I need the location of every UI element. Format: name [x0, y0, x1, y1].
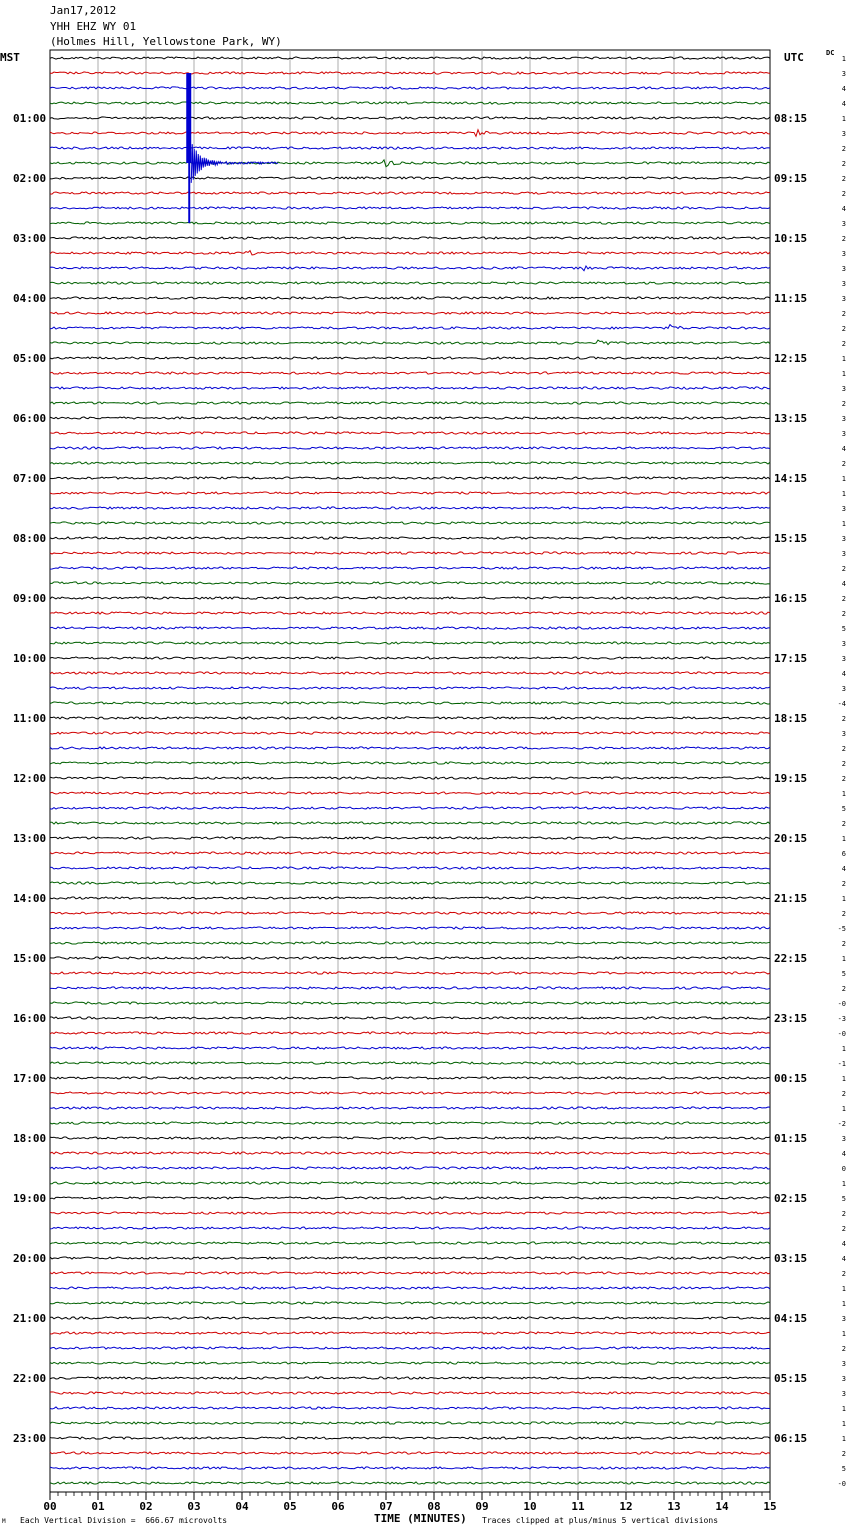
utc-hour-label: 08:15 — [774, 112, 808, 125]
x-tick-label: 06 — [331, 1500, 345, 1513]
x-tick-label: 12 — [619, 1500, 633, 1513]
dc-offset-label: 1 — [841, 370, 846, 378]
scale-note: Each Vertical Division = 666.67 microvolts — [20, 1516, 228, 1525]
seismic-trace — [50, 1452, 770, 1454]
dc-offset-label: 1 — [841, 895, 846, 903]
seismic-trace — [50, 402, 770, 404]
plot-frame — [50, 50, 770, 1492]
dc-offset-label: 0 — [841, 1165, 846, 1173]
dc-offset-label: 3 — [841, 430, 846, 438]
seismic-trace — [50, 822, 770, 824]
mst-hour-label: 09:00 — [13, 592, 47, 605]
seismic-trace — [50, 1242, 770, 1244]
seismic-trace — [50, 792, 770, 794]
seismic-trace — [50, 1137, 770, 1139]
seismic-trace — [50, 987, 770, 989]
dc-offset-label: 4 — [841, 85, 846, 93]
seismic-trace — [50, 567, 770, 569]
dc-offset-label: 1 — [841, 790, 846, 798]
dc-offset-label: 2 — [841, 610, 846, 618]
seismic-trace — [50, 732, 770, 734]
seismic-trace — [50, 687, 770, 689]
seismic-trace — [50, 297, 770, 299]
mst-hour-label: 02:00 — [13, 172, 47, 185]
dc-offset-label: 3 — [841, 550, 846, 558]
dc-offset-label: 1 — [841, 1435, 846, 1443]
seismic-trace — [50, 325, 770, 329]
seismic-trace — [50, 492, 770, 494]
dc-offset-label: 1 — [841, 1420, 846, 1428]
seismic-trace — [50, 417, 770, 419]
seismic-trace — [50, 177, 770, 179]
seismic-trace — [50, 1257, 770, 1259]
seismic-trace — [50, 627, 770, 629]
x-tick-label: 08 — [427, 1500, 441, 1513]
mst-hour-label: 20:00 — [13, 1252, 47, 1265]
dc-offset-label: 2 — [841, 1270, 846, 1278]
dc-offset-label: 5 — [841, 625, 846, 633]
mst-hour-label: 21:00 — [13, 1312, 47, 1325]
mst-hour-label: 14:00 — [13, 892, 47, 905]
dc-offset-label: 2 — [841, 175, 846, 183]
seismic-trace — [50, 717, 770, 719]
mst-hour-label: 10:00 — [13, 652, 47, 665]
seismic-trace — [50, 897, 770, 899]
dc-offset-label: 1 — [841, 1300, 846, 1308]
dc-offset-label: 2 — [841, 745, 846, 753]
seismic-trace — [50, 762, 770, 764]
header-location: (Holmes Hill, Yellowstone Park, WY) — [50, 35, 282, 48]
seismic-trace — [50, 942, 770, 944]
x-tick-label: 15 — [763, 1500, 777, 1513]
dc-offset-label: 2 — [841, 160, 846, 168]
dc-offset-label: 1 — [841, 115, 846, 123]
dc-label: DC — [826, 49, 835, 57]
seismic-trace — [50, 1062, 770, 1064]
dc-offset-label: -3 — [837, 1015, 846, 1023]
seismic-trace — [50, 1377, 770, 1379]
quake-clipped-block — [186, 73, 191, 163]
dc-offset-label: -4 — [837, 700, 846, 708]
seismic-trace — [50, 912, 770, 914]
dc-offset-label: 3 — [841, 265, 846, 273]
x-tick-label: 13 — [667, 1500, 681, 1513]
dc-offset-label: 3 — [841, 295, 846, 303]
dc-offset-label: -1 — [837, 1060, 846, 1068]
dc-offset-label: 4 — [841, 1240, 846, 1248]
dc-offset-label: 2 — [841, 1210, 846, 1218]
dc-offset-label: 1 — [841, 1075, 846, 1083]
dc-offset-label: 1 — [841, 475, 846, 483]
dc-offset-label: 4 — [841, 445, 846, 453]
seismic-trace — [50, 867, 770, 869]
seismic-trace — [50, 852, 770, 854]
x-tick-label: 04 — [235, 1500, 249, 1513]
seismic-trace — [50, 387, 770, 389]
dc-offset-label: -5 — [837, 925, 846, 933]
mst-hour-label: 12:00 — [13, 772, 47, 785]
utc-hour-label: 09:15 — [774, 172, 808, 185]
seismic-trace — [50, 251, 770, 255]
seismic-trace — [50, 1047, 770, 1049]
seismic-trace — [50, 1362, 770, 1364]
seismic-trace — [50, 1437, 770, 1439]
mst-hour-label: 15:00 — [13, 952, 47, 965]
dc-offset-label: 1 — [841, 1330, 846, 1338]
dc-offset-label: 2 — [841, 940, 846, 948]
seismic-trace — [50, 1482, 770, 1484]
utc-hour-label: 19:15 — [774, 772, 808, 785]
dc-offset-label: 2 — [841, 760, 846, 768]
dc-offset-label: 2 — [841, 880, 846, 888]
dc-offset-label: -0 — [837, 1030, 846, 1038]
utc-hour-label: 11:15 — [774, 292, 808, 305]
seismic-trace — [50, 357, 770, 359]
seismic-trace — [50, 1092, 770, 1094]
dc-offset-label: 2 — [841, 310, 846, 318]
clip-note: Traces clipped at plus/minus 5 vertical divisions — [482, 1516, 719, 1525]
seismic-trace — [50, 130, 770, 137]
seismic-trace — [50, 57, 770, 59]
dc-offset-label: -0 — [837, 1480, 846, 1488]
dc-offset-label: 3 — [841, 1375, 846, 1383]
corner-mark: M — [2, 1518, 6, 1525]
seismic-trace — [50, 1347, 770, 1349]
seismic-trace — [50, 582, 770, 584]
seismic-trace — [50, 266, 770, 271]
mst-hour-label: 06:00 — [13, 412, 47, 425]
mst-hour-label: 11:00 — [13, 712, 47, 725]
seismic-trace — [50, 372, 770, 374]
seismic-trace — [50, 160, 770, 167]
dc-offset-label: 1 — [841, 490, 846, 498]
seismic-trace — [50, 1317, 770, 1319]
seismic-trace — [50, 1287, 770, 1289]
dc-offset-label: 4 — [841, 1150, 846, 1158]
dc-offset-label: 2 — [841, 145, 846, 153]
utc-hour-label: 05:15 — [774, 1372, 808, 1385]
dc-offset-label: 3 — [841, 655, 846, 663]
dc-offset-label: 3 — [841, 415, 846, 423]
utc-hour-label: 03:15 — [774, 1252, 808, 1265]
seismic-trace — [50, 192, 770, 194]
seismic-trace — [50, 537, 770, 539]
utc-hour-label: 20:15 — [774, 832, 808, 845]
x-tick-label: 10 — [523, 1500, 537, 1513]
dc-offset-label: 1 — [841, 1045, 846, 1053]
seismic-trace — [50, 507, 770, 509]
dc-offset-label: 2 — [841, 190, 846, 198]
utc-hour-label: 06:15 — [774, 1432, 808, 1445]
dc-offset-label: -2 — [837, 1120, 846, 1128]
utc-hour-label: 16:15 — [774, 592, 808, 605]
dc-offset-label: -0 — [837, 1000, 846, 1008]
seismic-trace — [50, 597, 770, 599]
dc-offset-label: 5 — [841, 1465, 846, 1473]
mst-hour-label: 16:00 — [13, 1012, 47, 1025]
dc-offset-label: 2 — [841, 1345, 846, 1353]
x-tick-label: 02 — [139, 1500, 153, 1513]
dc-offset-label: 2 — [841, 400, 846, 408]
seismic-trace — [50, 282, 770, 284]
seismic-trace — [50, 612, 770, 614]
mst-hour-label: 18:00 — [13, 1132, 47, 1145]
utc-hour-label: 18:15 — [774, 712, 808, 725]
dc-offset-label: 1 — [841, 1105, 846, 1113]
seismic-trace — [50, 432, 770, 434]
seismic-trace — [50, 477, 770, 479]
seismic-trace — [50, 222, 770, 224]
seismic-trace — [50, 1407, 770, 1409]
seismic-trace — [50, 1182, 770, 1184]
seismic-trace — [50, 777, 770, 779]
seismic-trace — [50, 340, 770, 344]
seismic-trace — [50, 1167, 770, 1169]
seismic-trace — [50, 837, 770, 839]
dc-offset-label: 4 — [841, 205, 846, 213]
x-axis-title: TIME (MINUTES) — [374, 1512, 467, 1525]
seismic-trace — [50, 702, 770, 704]
seismic-trace — [50, 1122, 770, 1124]
seismic-trace — [50, 1392, 770, 1394]
dc-offset-label: 5 — [841, 970, 846, 978]
utc-hour-label: 22:15 — [774, 952, 808, 965]
seismic-trace — [50, 312, 770, 314]
mst-hour-label: 19:00 — [13, 1192, 47, 1205]
utc-hour-label: 02:15 — [774, 1192, 808, 1205]
dc-offset-label: 2 — [841, 1225, 846, 1233]
dc-offset-label: 3 — [841, 70, 846, 78]
mst-hour-label: 01:00 — [13, 112, 47, 125]
seismic-trace — [50, 1107, 770, 1109]
dc-offset-label: 3 — [841, 130, 846, 138]
seismic-trace — [50, 1272, 770, 1274]
dc-offset-label: 1 — [841, 355, 846, 363]
dc-offset-label: 2 — [841, 715, 846, 723]
seismic-trace — [50, 237, 770, 239]
dc-offset-label: 5 — [841, 805, 846, 813]
dc-offset-label: 2 — [841, 775, 846, 783]
utc-hour-label: 21:15 — [774, 892, 808, 905]
seismic-trace — [50, 1002, 770, 1004]
dc-offset-label: 3 — [841, 505, 846, 513]
left-timezone-label: MST — [0, 51, 20, 64]
x-tick-label: 01 — [91, 1500, 105, 1513]
dc-offset-label: 3 — [841, 1360, 846, 1368]
utc-hour-label: 13:15 — [774, 412, 808, 425]
dc-offset-label: 1 — [841, 1405, 846, 1413]
utc-hour-label: 04:15 — [774, 1312, 808, 1325]
dc-offset-label: 2 — [841, 910, 846, 918]
mst-hour-label: 04:00 — [13, 292, 47, 305]
seismic-trace — [50, 1152, 770, 1154]
seismic-trace — [50, 462, 770, 464]
seismic-trace — [50, 117, 770, 119]
seismic-trace — [50, 1422, 770, 1424]
seismic-trace — [50, 1302, 770, 1304]
seismic-trace — [50, 522, 770, 524]
x-tick-label: 09 — [475, 1500, 489, 1513]
dc-offset-label: 3 — [841, 535, 846, 543]
mst-hour-label: 22:00 — [13, 1372, 47, 1385]
mst-hour-label: 08:00 — [13, 532, 47, 545]
header-date: Jan17,2012 — [50, 4, 117, 17]
dc-offset-label: 3 — [841, 640, 846, 648]
mst-hour-label: 07:00 — [13, 472, 47, 485]
dc-offset-label: 2 — [841, 1450, 846, 1458]
seismic-trace — [50, 1227, 770, 1229]
dc-offset-label: 3 — [841, 685, 846, 693]
mst-hour-label: 17:00 — [13, 1072, 47, 1085]
utc-hour-label: 01:15 — [774, 1132, 808, 1145]
dc-offset-label: 2 — [841, 820, 846, 828]
seismic-trace — [50, 657, 770, 659]
seismic-trace — [50, 882, 770, 884]
x-tick-label: 00 — [43, 1500, 57, 1513]
mst-hour-label: 05:00 — [13, 352, 47, 365]
utc-hour-label: 00:15 — [774, 1072, 808, 1085]
dc-offset-label: 3 — [841, 250, 846, 258]
dc-offset-label: 2 — [841, 595, 846, 603]
utc-hour-label: 12:15 — [774, 352, 808, 365]
utc-hour-label: 14:15 — [774, 472, 808, 485]
seismic-trace — [50, 1197, 770, 1199]
seismic-trace — [50, 102, 770, 104]
dc-offset-label: 4 — [841, 865, 846, 873]
seismic-trace — [50, 642, 770, 644]
dc-offset-label: 4 — [841, 100, 846, 108]
dc-offset-label: 1 — [841, 520, 846, 528]
mst-hour-label: 23:00 — [13, 1432, 47, 1445]
dc-offset-label: 4 — [841, 1255, 846, 1263]
dc-offset-label: 2 — [841, 565, 846, 573]
utc-hour-label: 23:15 — [774, 1012, 808, 1025]
utc-hour-label: 15:15 — [774, 532, 808, 545]
seismic-trace — [50, 447, 770, 449]
dc-offset-label: 4 — [841, 580, 846, 588]
dc-offset-label: 6 — [841, 850, 846, 858]
dc-offset-label: 3 — [841, 730, 846, 738]
dc-offset-label: 3 — [841, 1390, 846, 1398]
mst-hour-label: 03:00 — [13, 232, 47, 245]
dc-offset-label: 3 — [841, 1315, 846, 1323]
utc-hour-label: 10:15 — [774, 232, 808, 245]
seismic-trace — [50, 957, 770, 959]
dc-offset-label: 1 — [841, 1285, 846, 1293]
dc-offset-label: 4 — [841, 670, 846, 678]
seismic-trace — [50, 1332, 770, 1334]
dc-offset-label: 2 — [841, 1090, 846, 1098]
seismic-trace — [50, 807, 770, 809]
x-tick-label: 11 — [571, 1500, 585, 1513]
dc-offset-label: 5 — [841, 1195, 846, 1203]
seismic-trace — [50, 972, 770, 974]
dc-offset-label: 2 — [841, 460, 846, 468]
dc-offset-label: 1 — [841, 1180, 846, 1188]
x-tick-label: 03 — [187, 1500, 201, 1513]
dc-offset-label: 3 — [841, 280, 846, 288]
seismic-trace — [50, 1032, 770, 1034]
seismic-trace — [50, 1212, 770, 1214]
dc-offset-label: 1 — [841, 955, 846, 963]
dc-offset-label: 2 — [841, 985, 846, 993]
seismic-trace — [50, 207, 770, 209]
seismic-trace — [50, 1017, 770, 1019]
seismic-trace — [50, 1467, 770, 1469]
dc-offset-label: 1 — [841, 835, 846, 843]
x-tick-label: 05 — [283, 1500, 297, 1513]
dc-offset-label: 2 — [841, 235, 846, 243]
header-station: YHH EHZ WY 01 — [50, 20, 137, 33]
right-timezone-label: UTC — [784, 51, 804, 64]
x-tick-label: 14 — [715, 1500, 729, 1513]
seismic-trace — [50, 672, 770, 674]
utc-hour-label: 17:15 — [774, 652, 808, 665]
dc-offset-label: 3 — [841, 220, 846, 228]
dc-offset-label: 1 — [841, 55, 846, 63]
dc-offset-label: 3 — [841, 1135, 846, 1143]
mst-hour-label: 13:00 — [13, 832, 47, 845]
seismic-trace — [50, 87, 770, 89]
seismic-trace — [50, 1077, 770, 1079]
seismic-trace — [50, 147, 770, 149]
seismic-trace — [50, 927, 770, 929]
dc-offset-label: 3 — [841, 385, 846, 393]
x-tick-label: 07 — [379, 1500, 393, 1513]
seismic-trace — [50, 72, 770, 74]
dc-offset-label: 2 — [841, 325, 846, 333]
dc-offset-label: 2 — [841, 340, 846, 348]
seismic-trace — [50, 552, 770, 554]
seismic-trace — [50, 747, 770, 749]
